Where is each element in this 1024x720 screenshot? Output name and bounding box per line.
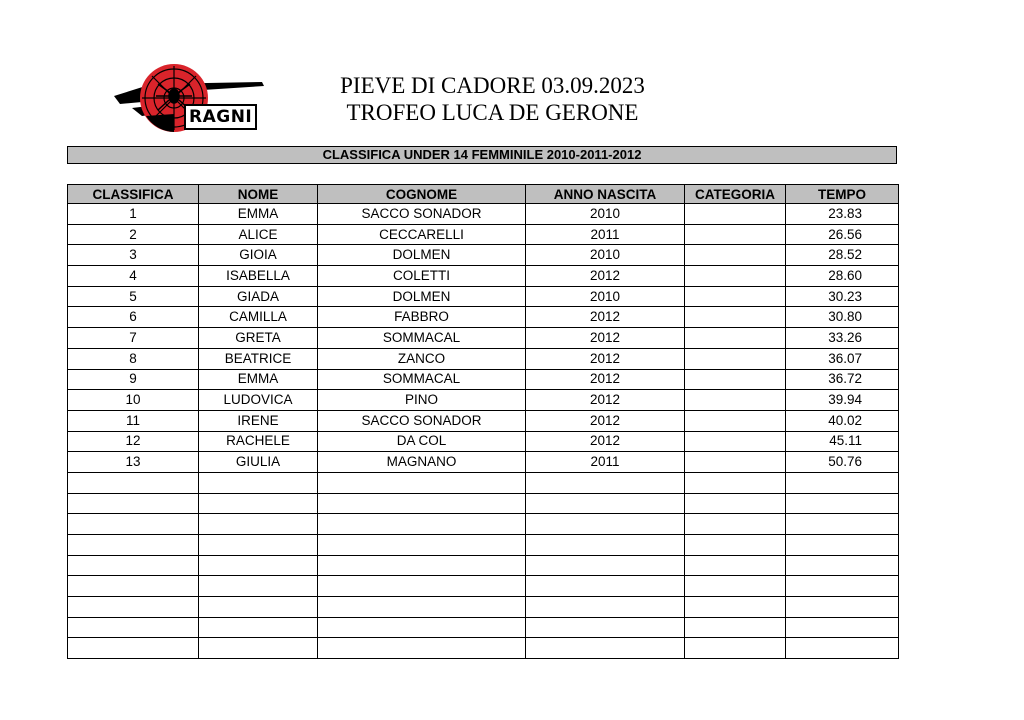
cell-cognome: ZANCO [318,348,526,369]
empty-cell [786,617,899,638]
cell-categoria [685,245,786,266]
cell-nome: ISABELLA [199,266,318,287]
cell-tempo: 36.07 [786,348,899,369]
empty-cell [199,617,318,638]
empty-cell [199,555,318,576]
cell-classifica: 3 [68,245,199,266]
cell-cognome: PINO [318,390,526,411]
col-header-classifica: CLASSIFICA [68,185,199,204]
empty-cell [526,597,685,618]
table-row [68,410,899,431]
cell-anno-nascita: 2012 [526,410,685,431]
cell-cognome: DOLMEN [318,286,526,307]
cell-cognome: SOMMACAL [318,369,526,390]
empty-cell [68,638,199,659]
results-body [68,204,899,659]
cell-classifica: 5 [68,286,199,307]
empty-cell [786,535,899,556]
cell-classifica: 2 [68,224,199,245]
cell-anno-nascita: 2012 [526,431,685,452]
empty-cell [318,576,526,597]
empty-cell [685,617,786,638]
empty-table-row [68,576,899,597]
cell-anno-nascita: 2010 [526,286,685,307]
empty-cell [199,597,318,618]
cell-categoria [685,452,786,473]
cell-anno-nascita: 2011 [526,224,685,245]
cell-classifica: 13 [68,452,199,473]
empty-cell [68,514,199,535]
cell-nome: EMMA [199,204,318,225]
cell-tempo: 26.56 [786,224,899,245]
empty-cell [318,493,526,514]
empty-cell [68,576,199,597]
col-header-categoria: CATEGORIA [685,185,786,204]
cell-tempo: 28.60 [786,266,899,287]
cell-cognome: MAGNANO [318,452,526,473]
cell-categoria [685,348,786,369]
cell-anno-nascita: 2011 [526,452,685,473]
cell-nome: EMMA [199,369,318,390]
cell-nome: GIOIA [199,245,318,266]
cell-cognome: SOMMACAL [318,328,526,349]
empty-cell [526,514,685,535]
cell-cognome: SACCO SONADOR [318,410,526,431]
results-table [67,184,899,659]
empty-cell [199,493,318,514]
empty-cell [526,535,685,556]
table-row [68,204,899,225]
cell-nome: GIADA [199,286,318,307]
empty-cell [685,514,786,535]
empty-cell [786,638,899,659]
empty-cell [199,638,318,659]
empty-table-row [68,535,899,556]
table-row [68,286,899,307]
cell-classifica: 7 [68,328,199,349]
cell-cognome: CECCARELLI [318,224,526,245]
cell-anno-nascita: 2012 [526,390,685,411]
table-row [68,307,899,328]
cell-cognome: FABBRO [318,307,526,328]
cell-tempo: 40.02 [786,410,899,431]
cell-categoria [685,286,786,307]
table-row [68,328,899,349]
cell-anno-nascita: 2012 [526,369,685,390]
cell-nome: BEATRICE [199,348,318,369]
empty-cell [68,597,199,618]
empty-cell [199,472,318,493]
cell-cognome: COLETTI [318,266,526,287]
col-header-tempo: TEMPO [786,185,899,204]
cell-categoria [685,307,786,328]
empty-cell [526,617,685,638]
empty-cell [68,472,199,493]
table-row [68,369,899,390]
empty-cell [685,535,786,556]
cell-anno-nascita: 2012 [526,266,685,287]
cell-tempo: 30.23 [786,286,899,307]
cell-tempo: 45.11 [786,431,899,452]
col-header-anno-nascita: ANNO NASCITA [526,185,685,204]
event-subtitle: TROFEO LUCA DE GERONE [346,100,639,125]
cell-classifica: 1 [68,204,199,225]
cell-anno-nascita: 2012 [526,307,685,328]
empty-cell [786,472,899,493]
cell-tempo: 23.83 [786,204,899,225]
cell-tempo: 30.80 [786,307,899,328]
empty-cell [786,576,899,597]
empty-cell [685,555,786,576]
cell-tempo: 50.76 [786,452,899,473]
empty-cell [685,576,786,597]
table-header-row [68,185,899,204]
table-row [68,390,899,411]
empty-table-row [68,617,899,638]
cell-classifica: 8 [68,348,199,369]
cell-categoria [685,431,786,452]
empty-cell [318,535,526,556]
cell-tempo: 33.26 [786,328,899,349]
cell-categoria [685,390,786,411]
table-row [68,348,899,369]
col-header-nome: NOME [199,185,318,204]
empty-cell [318,597,526,618]
empty-table-row [68,493,899,514]
cell-categoria [685,369,786,390]
cell-anno-nascita: 2010 [526,204,685,225]
empty-cell [685,493,786,514]
cell-tempo: 39.94 [786,390,899,411]
empty-cell [526,638,685,659]
empty-cell [318,638,526,659]
empty-cell [685,472,786,493]
table-row [68,224,899,245]
empty-table-row [68,597,899,618]
table-row [68,245,899,266]
logo-dark-segment [146,114,174,132]
empty-cell [199,535,318,556]
table-row [68,452,899,473]
cell-classifica: 10 [68,390,199,411]
cell-tempo: 36.72 [786,369,899,390]
cell-tempo: 28.52 [786,245,899,266]
cell-nome: CAMILLA [199,307,318,328]
cell-cognome: DA COL [318,431,526,452]
empty-cell [199,576,318,597]
cell-categoria [685,224,786,245]
empty-cell [68,617,199,638]
cell-classifica: 4 [68,266,199,287]
classification-banner: CLASSIFICA UNDER 14 FEMMINILE 2010-2011-2012 [67,146,897,164]
cell-categoria [685,410,786,431]
empty-cell [526,493,685,514]
table-row [68,266,899,287]
empty-table-row [68,555,899,576]
cell-anno-nascita: 2012 [526,348,685,369]
cell-classifica: 12 [68,431,199,452]
empty-table-row [68,638,899,659]
table-row [68,431,899,452]
empty-cell [318,472,526,493]
empty-cell [318,617,526,638]
empty-cell [786,597,899,618]
cell-nome: LUDOVICA [199,390,318,411]
cell-nome: RACHELE [199,431,318,452]
cell-categoria [685,204,786,225]
empty-cell [685,597,786,618]
empty-cell [685,638,786,659]
event-title: PIEVE DI CADORE 03.09.2023 [340,73,645,98]
empty-cell [68,493,199,514]
empty-cell [199,514,318,535]
empty-cell [68,535,199,556]
empty-cell [68,555,199,576]
empty-cell [786,555,899,576]
logo-text: RAGNI [184,104,257,130]
empty-table-row [68,472,899,493]
cell-nome: ALICE [199,224,318,245]
empty-cell [318,555,526,576]
cell-anno-nascita: 2010 [526,245,685,266]
empty-cell [526,555,685,576]
empty-table-row [68,514,899,535]
cell-classifica: 9 [68,369,199,390]
cell-classifica: 11 [68,410,199,431]
empty-cell [526,576,685,597]
cell-classifica: 6 [68,307,199,328]
empty-cell [318,514,526,535]
cell-categoria [685,266,786,287]
cell-nome: GIULIA [199,452,318,473]
col-header-cognome: COGNOME [318,185,526,204]
cell-cognome: SACCO SONADOR [318,204,526,225]
cell-anno-nascita: 2012 [526,328,685,349]
empty-cell [526,472,685,493]
cell-categoria [685,328,786,349]
cell-nome: GRETA [199,328,318,349]
empty-cell [786,514,899,535]
empty-cell [786,493,899,514]
cell-nome: IRENE [199,410,318,431]
cell-cognome: DOLMEN [318,245,526,266]
